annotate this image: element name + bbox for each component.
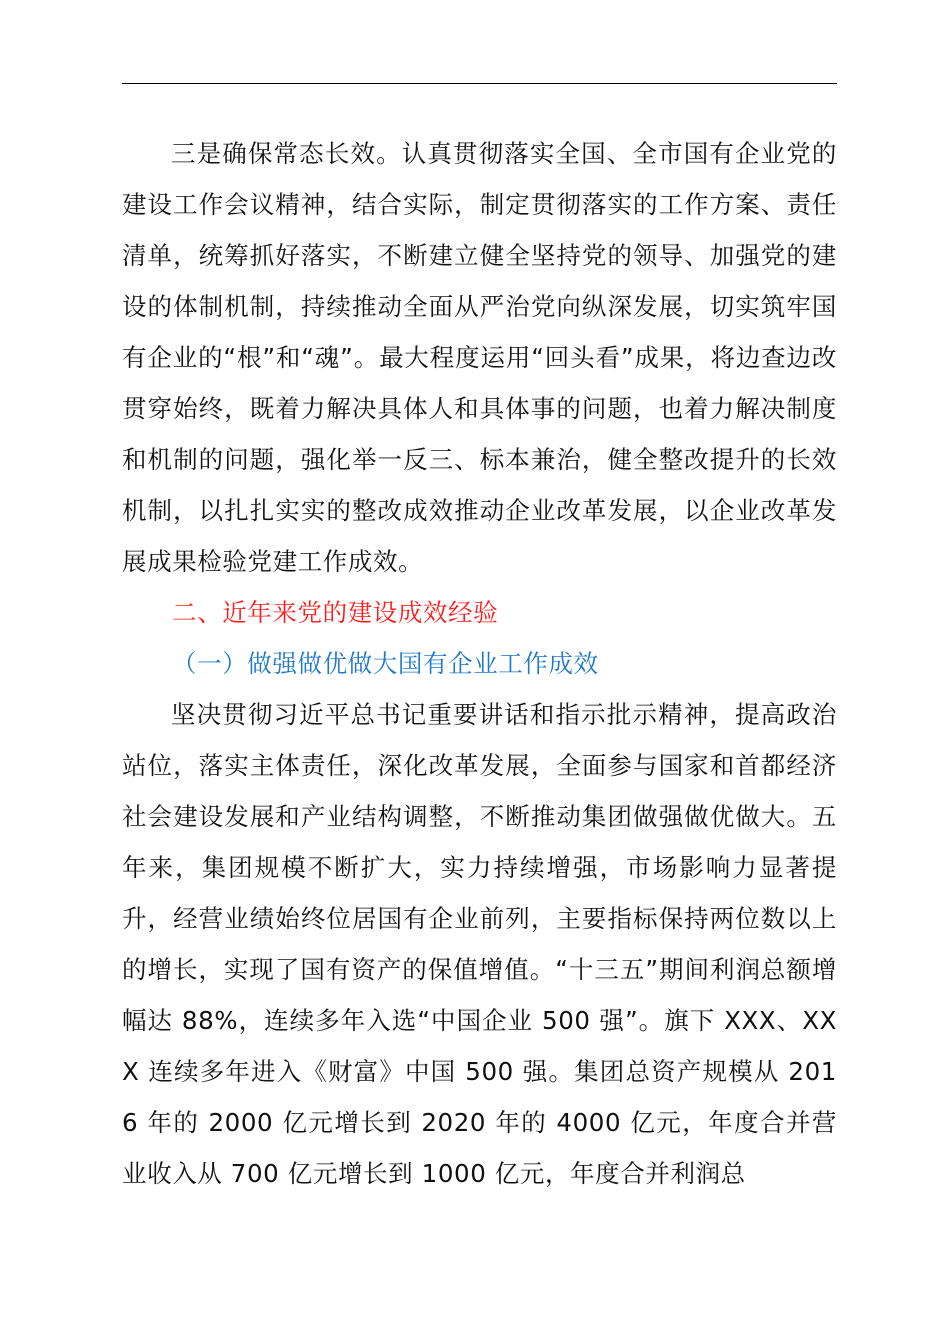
subsection-heading: （一）做强做优做大国有企业工作成效 <box>172 649 599 678</box>
document-body <box>122 128 837 1199</box>
header-rule <box>122 83 837 84</box>
section-heading: 二、近年来党的建设成效经验 <box>172 598 499 627</box>
paragraph-achievements: 坚决贯彻习近平总书记重要讲话和指示批示精神，提高政治站位，落实主体责任，深化改革发展，全面参与国家和首都经济社会建设发展和产业结构调整，不断推动集团做强做优做大。五年来，集团规模不断扩大，实力持续增强，市场影响力显著提升，经营业绩始终位居国有企业前列，主要指标保持两位数以上的增长，实现了国有资产的保值增值。“十三五”期间利润总额增幅达 88%，连续多年入选“中国企业 500 强”。旗下 XXX、XXX 连续多年进入《财富》中国 500 强。集团总资产规模从 2016 年的 2000 亿元增长到 2020 年的 4000 亿元，年度合并营业收入从 700 亿元增长到 1000 亿元，年度合并利润总 <box>122 700 837 1188</box>
paragraph-ensure-normalization: 三是确保常态长效。认真贯彻落实全国、全市国有企业党的建设工作会议精神，结合实际，制定贯彻落实的工作方案、责任清单，统筹抓好落实，不断建立健全坚持党的领导、加强党的建设的体制机制，持续推动全面从严治党向纵深发展，切实筑牢国有企业的“根”和“魂”。最大程度运用“回头看”成果，将边查边改贯穿始终，既着力解决具体人和具体事的问题，也着力解决制度和机制的问题，强化举一反三、标本兼治，健全整改提升的长效机制，以扎扎实实的整改成效推动企业改革发展，以企业改革发展成果检验党建工作成效。 <box>122 139 837 576</box>
